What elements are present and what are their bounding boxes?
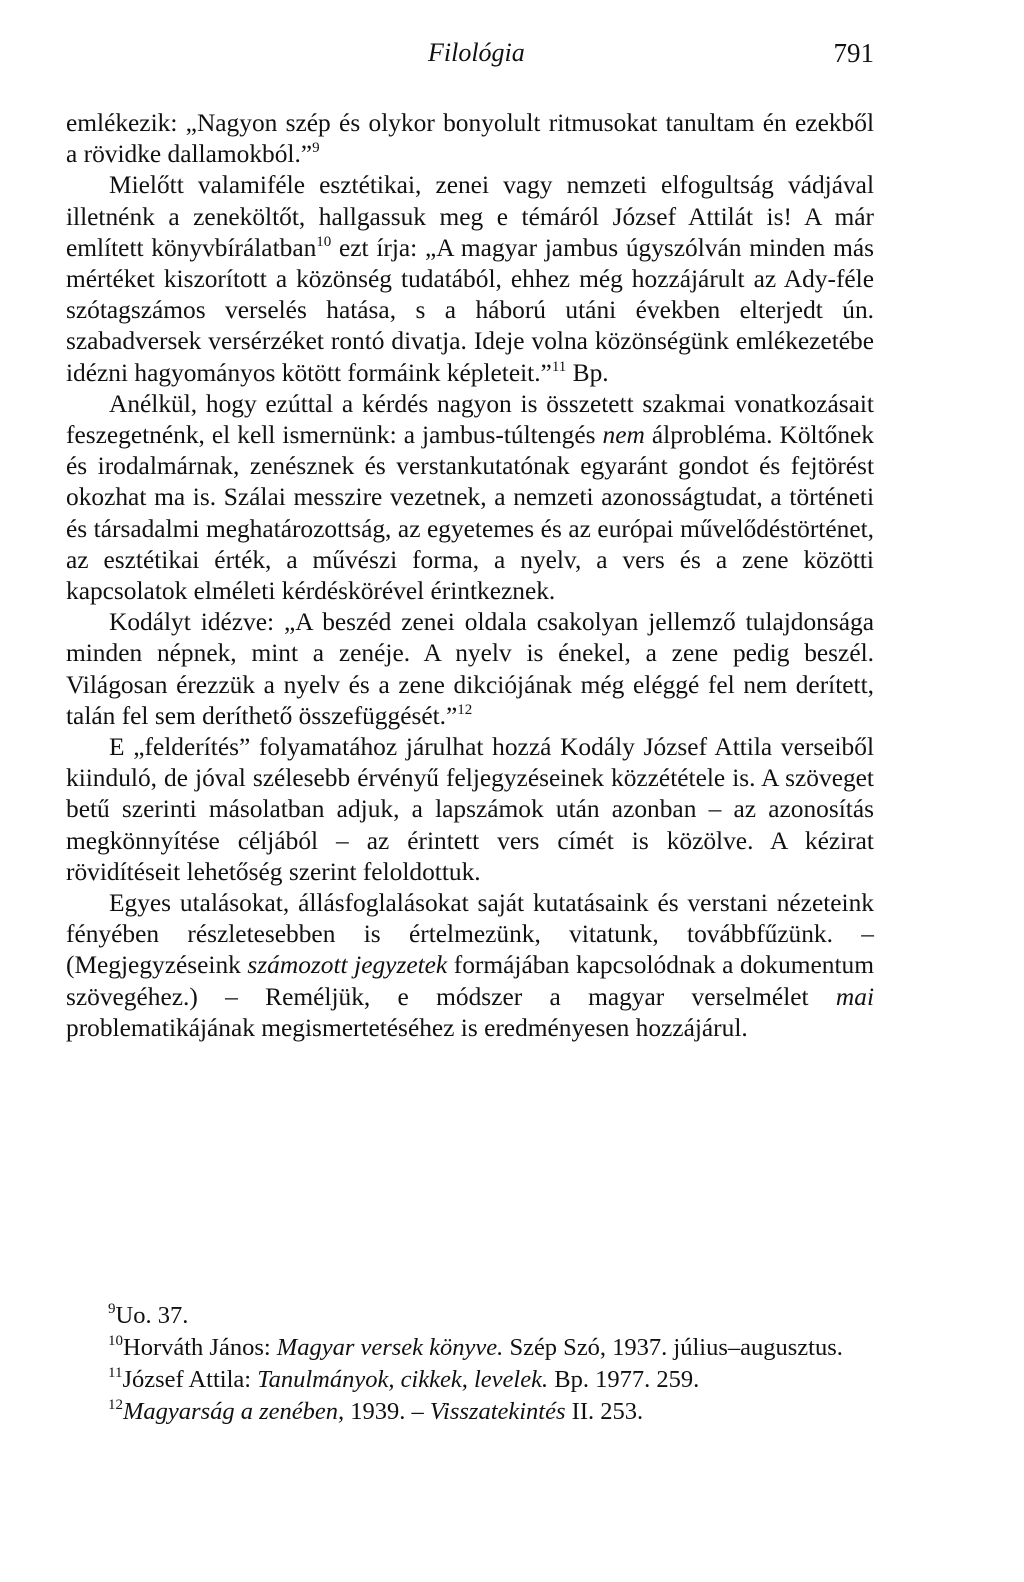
body-text [66,108,874,1044]
running-title: Filológia [428,38,525,67]
footnote [108,1300,874,1332]
text-run: Egyes utalásokat, állásfoglalásokat saját kutatásaink és verstani nézeteink fényében részletesebben is értelmezünk, vitatunk, továbbfűzünk. – (Megjegyzéseink [66,889,874,980]
note-reference: 11 [108,1365,123,1381]
text-run: Mielőtt valamiféle esztétikai, zenei vagy nemzeti elfogultság vádjával illetnénk a zeneköltőt, hallgassuk meg e témáról József Attilát is! A már említett könyvbírálatban [66,171,874,262]
text-run: Szép Szó, 1937. július–augusztus. [503,1334,843,1361]
text-run: II. 253. [565,1398,644,1425]
text-run: ezt írja: „A magyar jambus úgyszólván minden más mértéket kiszorított a közönség tudatából, ehhez még hozzájárult az Ady-féle szótagszámos verselés hatása, s a háború utáni években elterjedt ún. szabadversek versérzéket rontó divatja. Ideje volna közönségünk emlékezetébe idézni hagyományos kötött formáink képleteit.” [66,233,874,387]
footnote [108,1396,874,1428]
note-reference: 10 [316,233,332,250]
text-run: József Attila: [122,1366,258,1393]
footnote [108,1332,874,1364]
text-run: álprobléma. Költőnek és irodalmárnak, zenésznek és verstankutatónak egyaránt gondot és fejtörést okozhat ma is. Szálai messzire vezetnek, a nemzeti azonosságtudat, a történeti és társadalmi meghatározottság, az egyetemes és az európai művelődéstörténet, az esztétikai érték, a művészi forma, a nyelv, a vers és a zene közötti kapcsolatok elméleti kérdéskörével érintkeznek. [66,421,874,606]
text-run: problematikájának megismertetéséhez is eredményesen hozzájárul. [66,1013,748,1042]
page-number: 791 [833,38,874,68]
italic-text: Visszatekintés [429,1398,566,1425]
paragraph [66,607,874,732]
note-reference: 12 [457,701,473,718]
text-run: E „felderítés” folyamatához járulhat hozzá Kodály József Attila verseiből kiinduló, de jóval szélesebb érvényű feljegyzéseinek közzététele is. A szöveget betű szerinti másolatban adjuk, a lapszámok után azonban – az azonosítás megkönnyítése céljából – az érintett vers címét is közölve. A kézirat rövidítéseit lehetőség szerint feloldottuk. [66,733,874,886]
text-run: emlékezik: „Nagyon szép és olykor bonyolult ritmusokat tanultam én ezekből a rövidke dallamokból.” [66,109,874,169]
text-run: Bp. 1977. 259. [548,1366,700,1393]
running-header [66,38,874,78]
italic-text: nem [602,421,645,450]
text-run: formájában kapcsolódnak a dokumentum szövegéhez.) – Reméljük, e módszer a magyar verselmélet [66,951,874,1011]
note-reference: 9 [312,140,320,157]
text-run: Bp. [566,358,609,387]
italic-text: számozott jegyzetek [247,951,448,980]
paragraph [66,888,874,1044]
footnotes [108,1300,874,1428]
note-reference: 10 [108,1333,123,1349]
note-reference: 9 [108,1301,116,1317]
paragraph [66,389,874,607]
paragraph [66,732,874,888]
italic-text: Magyar versek könyve. [276,1334,504,1361]
text-run: Uo. 37. [115,1302,189,1329]
paragraph [66,170,874,388]
text-run: Anélkül, hogy ezúttal a kérdés nagyon is összetett szakmai vonatkozásait feszegetnénk, el kell ismernünk: a jambus-túltengés [66,389,874,450]
italic-text: Tanulmányok, cikkek, levelek. [257,1366,549,1393]
footnote [108,1364,874,1396]
text-run: 1939. – [344,1398,430,1425]
text-run: Horváth János: [123,1334,277,1361]
italic-text: mai [835,982,874,1011]
italic-text: Magyarság a zenében, [123,1398,345,1425]
text-run: Kodályt idézve: „A beszéd zenei oldala csakolyan jellemző tulajdonsága minden népnek, mint a zenéje. A nyelv is énekel, a zene pedig beszél. Világosan érezzük a nyelv és a zene dikciójának még eléggé fel nem derített, talán fel sem deríthető összefüggését.” [66,608,874,730]
note-reference: 12 [108,1397,123,1413]
note-reference: 11 [551,358,567,375]
paragraph [66,108,874,170]
